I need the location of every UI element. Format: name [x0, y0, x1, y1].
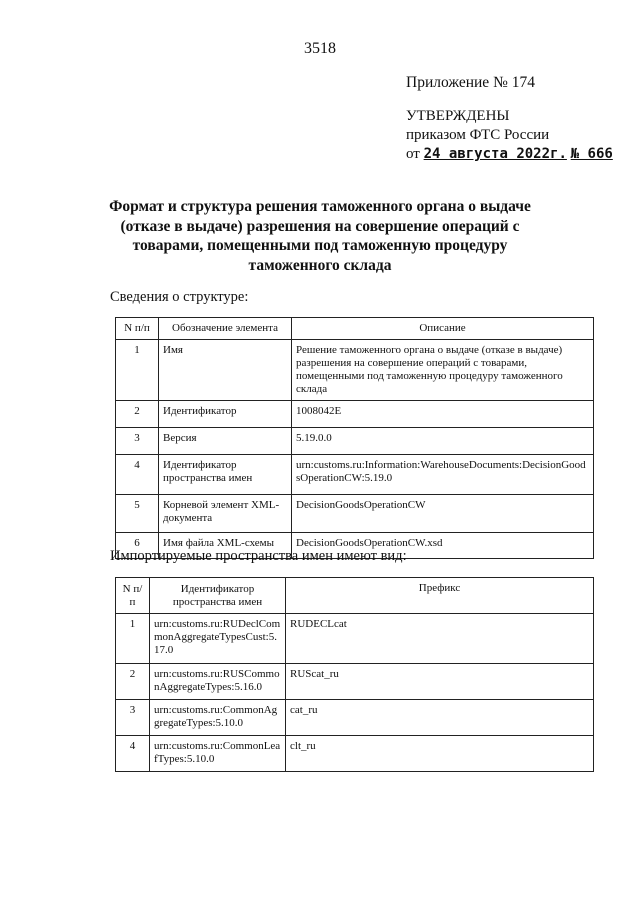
cell-description: DecisionGoodsOperationCW.xsd	[292, 533, 594, 559]
appendix-label: Приложение № 174	[406, 74, 535, 91]
approval-block	[406, 107, 613, 164]
cell-namespace-id: urn:customs.ru:RUSCommonAggregateTypes:5.16.0	[150, 664, 286, 700]
approval-date: 24 августа 2022г.	[423, 146, 567, 162]
cell-num: 6	[116, 533, 159, 559]
cell-num: 4	[116, 736, 150, 772]
namespaces-intro: Импортируемые пространства имен имеют вид:	[110, 548, 407, 564]
table-row	[116, 428, 594, 455]
namespaces-table	[115, 577, 594, 772]
cell-element: Корневой элемент XML-документа	[159, 495, 292, 533]
approval-order: приказом ФТС России	[406, 127, 550, 143]
structure-table	[115, 317, 594, 559]
cell-prefix: clt_ru	[286, 736, 594, 772]
table-row	[116, 664, 594, 700]
cell-num: 1	[116, 340, 159, 401]
cell-num: 1	[116, 614, 150, 664]
cell-description: 5.19.0.0	[292, 428, 594, 455]
cell-num: 5	[116, 495, 159, 533]
table-row	[116, 495, 594, 533]
approval-date-line	[406, 145, 613, 164]
cell-num: 3	[116, 428, 159, 455]
approval-heading: УТВЕРЖДЕНЫ	[406, 108, 510, 124]
header-namespace-id: Идентификатор пространства имен	[150, 578, 286, 614]
cell-description: urn:customs.ru:Information:WarehouseDocuments:DecisionGoodsOperationCW:5.19.0	[292, 455, 594, 495]
cell-num: 3	[116, 700, 150, 736]
header-element: Обозначение элемента	[159, 318, 292, 340]
cell-element: Имя файла XML-схемы	[159, 533, 292, 559]
cell-element: Идентификатор пространства имен	[159, 455, 292, 495]
cell-num: 4	[116, 455, 159, 495]
page-number: 3518	[304, 40, 336, 57]
table-row	[116, 736, 594, 772]
cell-element: Идентификатор	[159, 401, 292, 428]
cell-description: Решение таможенного органа о выдаче (отказе в выдаче) разрешения на совершение операций с товарами, помещенными под таможенную процедуру таможенного склада	[292, 340, 594, 401]
header-num: N п/п	[116, 578, 150, 614]
cell-num: 2	[116, 664, 150, 700]
cell-description: DecisionGoodsOperationCW	[292, 495, 594, 533]
cell-prefix: cat_ru	[286, 700, 594, 736]
table-row	[116, 700, 594, 736]
cell-description: 1008042E	[292, 401, 594, 428]
structure-intro: Сведения о структуре:	[110, 289, 249, 305]
cell-namespace-id: urn:customs.ru:RUDeclCommonAggregateTypesCust:5.17.0	[150, 614, 286, 664]
header-description: Описание	[292, 318, 594, 340]
table-header-row	[116, 318, 594, 340]
table-row	[116, 401, 594, 428]
approval-number: № 666	[570, 146, 613, 162]
table-row	[116, 455, 594, 495]
cell-prefix: RUScat_ru	[286, 664, 594, 700]
cell-namespace-id: urn:customs.ru:CommonAggregateTypes:5.10.0	[150, 700, 286, 736]
table-header-row	[116, 578, 594, 614]
header-num: N п/п	[116, 318, 159, 340]
cell-element: Версия	[159, 428, 292, 455]
document-title: Формат и структура решения таможенного органа о выдаче (отказе в выдаче) разрешения на совершение операций с товарами, помещенными под таможенную процедуру таможенного склада	[109, 198, 531, 274]
table-row	[116, 614, 594, 664]
cell-prefix: RUDECLcat	[286, 614, 594, 664]
cell-num: 2	[116, 401, 159, 428]
approval-date-prefix: от	[406, 146, 420, 162]
header-prefix: Префикс	[286, 578, 594, 614]
table-row	[116, 340, 594, 401]
cell-namespace-id: urn:customs.ru:CommonLeafTypes:5.10.0	[150, 736, 286, 772]
cell-element: Имя	[159, 340, 292, 401]
